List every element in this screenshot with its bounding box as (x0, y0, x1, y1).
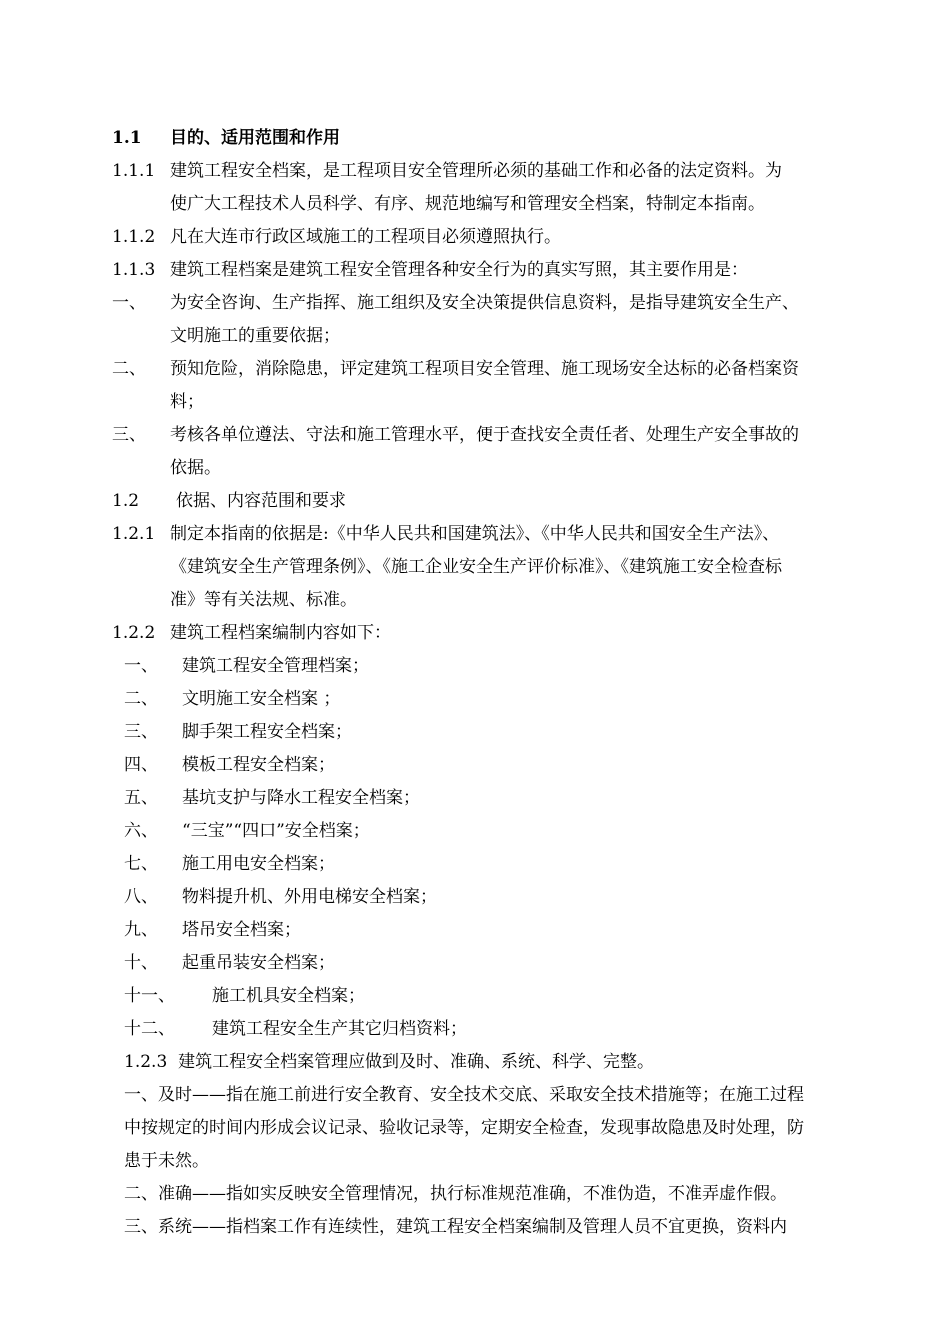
item-number: 二、 (112, 359, 146, 379)
clause-1-1-2 (112, 221, 862, 254)
clause-text: 凡在大连市行政区域施工的工程项目必须遵照执行。 (170, 227, 561, 247)
role-item (112, 287, 862, 320)
content-item (112, 815, 862, 848)
item-number: 十、 (124, 953, 158, 973)
item-number: 五、 (124, 788, 158, 808)
item-text: “三宝”“四口”安全档案； (182, 821, 370, 841)
clause-number: 1.1.2 (112, 227, 156, 247)
item-text: 为安全咨询、生产指挥、施工组织及安全决策提供信息资料，是指导建筑安全生产、 (170, 293, 799, 313)
item-text: 建筑工程安全管理档案； (182, 656, 369, 676)
item-number: 十一、 (124, 986, 175, 1006)
item-text: 依据。 (170, 458, 221, 478)
clause-number: 1.1.1 (112, 161, 156, 181)
content-item (112, 749, 862, 782)
item-text: 塔吊安全档案； (182, 920, 301, 940)
item-text: 施工用电安全档案； (182, 854, 335, 874)
item-text: 文明施工安全档案 ； (182, 689, 341, 709)
item-number: 三、 (112, 425, 146, 445)
clause-1-2-1 (112, 518, 862, 551)
item-text: 料； (170, 392, 204, 412)
role-item (112, 353, 862, 386)
clause-1-2-1-cont (112, 551, 862, 584)
item-text: 考核各单位遵法、守法和施工管理水平，便于查找安全责任者、处理生产安全事故的 (170, 425, 799, 445)
clause-1-2-1-cont (112, 584, 862, 617)
requirement-line: 患于未然。 (124, 1151, 209, 1171)
content-item (112, 683, 862, 716)
clause-text: 《建筑安全生产管理条例》、《施工企业安全生产评价标准》、《建筑施工安全检查标 (170, 557, 782, 577)
requirement-line: 一、及时——指在施工前进行安全教育、安全技术交底、采取安全技术措施等；在施工过程 (124, 1085, 804, 1105)
item-text: 基坑支护与降水工程安全档案； (182, 788, 420, 808)
section-heading-1-1 (112, 122, 862, 155)
item-text: 脚手架工程安全档案； (182, 722, 352, 742)
item-number: 二、 (124, 689, 158, 709)
clause-text: 建筑工程安全档案，是工程项目安全管理所必须的基础工作和必备的法定资料。为 (170, 161, 782, 181)
clause-text: 建筑工程档案是建筑工程安全管理各种安全行为的真实写照，其主要作用是： (170, 260, 748, 280)
clause-1-2-3: 1.2.3 建筑工程安全档案管理应做到及时、准确、系统、科学、完整。 (124, 1052, 655, 1072)
item-number: 四、 (124, 755, 158, 775)
clause-text: 制定本指南的依据是:《中华人民共和国建筑法》、《中华人民共和国安全生产法》、 (170, 524, 780, 544)
content-item (112, 914, 862, 947)
item-text: 文明施工的重要依据； (170, 326, 340, 346)
role-item (112, 419, 862, 452)
item-number: 六、 (124, 821, 158, 841)
requirement-line: 二、准确——指如实反映安全管理情况，执行标准规范准确，不准伪造，不准弄虚作假。 (124, 1184, 787, 1204)
item-text: 预知危险，消除隐患，评定建筑工程项目安全管理、施工现场安全达标的必备档案资 (170, 359, 799, 379)
item-text: 建筑工程安全生产其它归档资料； (212, 1019, 467, 1039)
role-item-cont (112, 386, 862, 419)
item-text: 施工机具安全档案； (212, 986, 365, 1006)
content-item (112, 782, 862, 815)
item-number: 八、 (124, 887, 158, 907)
item-number: 九、 (124, 920, 158, 940)
content-item (112, 848, 862, 881)
document-body (112, 122, 862, 1244)
section-title: 目的、适用范围和作用 (170, 128, 340, 148)
clause-number: 1.2.2 (112, 623, 156, 643)
requirement-line: 三、系统——指档案工作有连续性，建筑工程安全档案编制及管理人员不宜更换，资料内 (124, 1217, 787, 1237)
clause-text: 建筑工程档案编制内容如下： (170, 623, 391, 643)
item-text: 物料提升机、外用电梯安全档案； (182, 887, 437, 907)
clause-text: 使广大工程技术人员科学、有序、规范地编写和管理安全档案，特制定本指南。 (170, 194, 765, 214)
item-text: 起重吊装安全档案； (182, 953, 335, 973)
requirement-line: 中按规定的时间内形成会议记录、验收记录等，定期安全检查，发现事故隐患及时处理，防 (124, 1118, 804, 1138)
item-number: 七、 (124, 854, 158, 874)
role-item-cont (112, 320, 862, 353)
item-number: 十二、 (124, 1019, 175, 1039)
section-heading-1-2 (112, 485, 862, 518)
clause-number: 1.2.1 (112, 524, 156, 544)
item-text: 模板工程安全档案； (182, 755, 335, 775)
section-number: 1.1 (112, 128, 142, 148)
content-item (112, 716, 862, 749)
content-item (112, 947, 862, 980)
clause-1-1-3 (112, 254, 862, 287)
item-number: 一、 (112, 293, 146, 313)
item-number: 一、 (124, 656, 158, 676)
clause-1-1-1 (112, 155, 862, 188)
clause-1-1-1-cont (112, 188, 862, 221)
section-title: 依据、内容范围和要求 (176, 491, 346, 511)
content-item (112, 980, 862, 1013)
content-item (112, 881, 862, 914)
clause-text: 准》等有关法规、标准。 (170, 590, 357, 610)
content-item (112, 1013, 862, 1046)
section-number: 1.2 (112, 491, 140, 511)
clause-1-2-2 (112, 617, 862, 650)
content-item (112, 650, 862, 683)
clause-number: 1.1.3 (112, 260, 156, 280)
item-number: 三、 (124, 722, 158, 742)
role-item-cont (112, 452, 862, 485)
